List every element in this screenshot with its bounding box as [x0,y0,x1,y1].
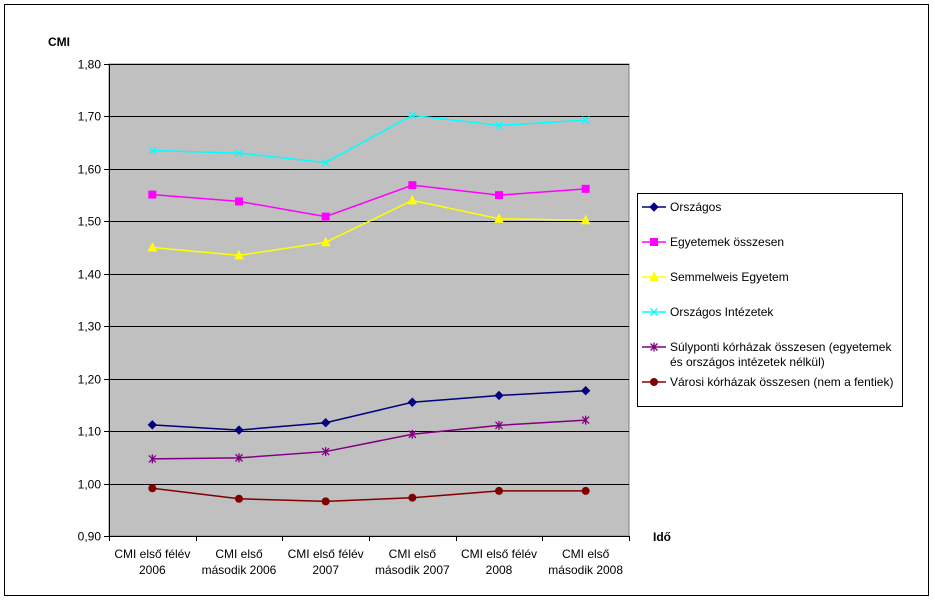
x-tick-label [114,547,190,577]
legend-marker [642,375,666,389]
y-axis-title: CMI [48,35,70,49]
legend-label: Semmelweis Egyetem [670,270,789,284]
y-tick-label: 1,30 [77,319,101,334]
legend-label: Egyetemek összesen [670,235,785,249]
x-tick-label [375,547,450,577]
data-point [322,213,329,220]
x-tick-label [461,547,537,577]
x-tick-label-line: CMI első [215,547,263,561]
legend-marker [642,340,666,354]
x-tick-label-line: 2008 [485,563,513,577]
legend-label: Városi kórházak összesen (nem a fentiek) [670,375,894,389]
x-tick-label-line: CMI első félév [460,547,538,561]
data-point [409,494,416,501]
y-tick-label: 1,00 [77,477,101,492]
legend-marker [642,235,666,249]
x-tick-label-line: második 2007 [374,563,450,577]
y-tick-label: 1,50 [77,214,101,229]
data-point [149,191,156,198]
x-tick-label [202,547,277,577]
x-tick-label-line: CMI első [388,547,437,561]
data-point [236,495,243,502]
data-point [149,485,156,492]
x-tick-label-line: CMI első félév [287,547,364,561]
x-tick-label-line: második 2006 [201,563,277,577]
plot-area [109,64,629,536]
data-point [496,487,503,494]
x-tick-label [548,547,623,577]
data-point [496,192,503,199]
legend-label: Országos [670,200,722,214]
x-axis-title: Idő [653,530,671,544]
data-point [236,198,243,205]
legend-symbol [651,379,658,386]
y-tick-label: 1,20 [77,372,101,387]
y-tick-label: 1,70 [77,109,101,124]
y-tick-label: 0,90 [77,529,101,544]
x-tick-label-line: 2006 [138,563,166,577]
legend-marker [642,305,666,319]
data-point [322,498,329,505]
x-tick-label-line: második 2008 [548,563,624,577]
data-point [582,487,589,494]
legend-label: Súlyponti kórházak összesen (egyetemek és országos intézetek nélkül) [670,340,892,369]
x-tick-label [288,547,364,577]
y-tick-label: 1,40 [77,267,101,282]
x-tick-label-line: 2007 [312,563,340,577]
legend-symbol [650,203,658,211]
legend-symbol [651,239,658,246]
data-point [582,185,589,192]
legend [637,193,903,407]
data-point [409,182,416,189]
x-tick-label-line: CMI első [561,547,610,561]
y-tick-label: 1,80 [77,57,101,72]
legend-marker [642,200,666,214]
legend-label: Országos Intézetek [670,305,774,319]
x-tick-label-line: CMI első félév [114,547,191,561]
y-tick-label: 1,60 [77,162,101,177]
legend-marker [642,270,666,284]
y-tick-label: 1,10 [77,424,101,439]
